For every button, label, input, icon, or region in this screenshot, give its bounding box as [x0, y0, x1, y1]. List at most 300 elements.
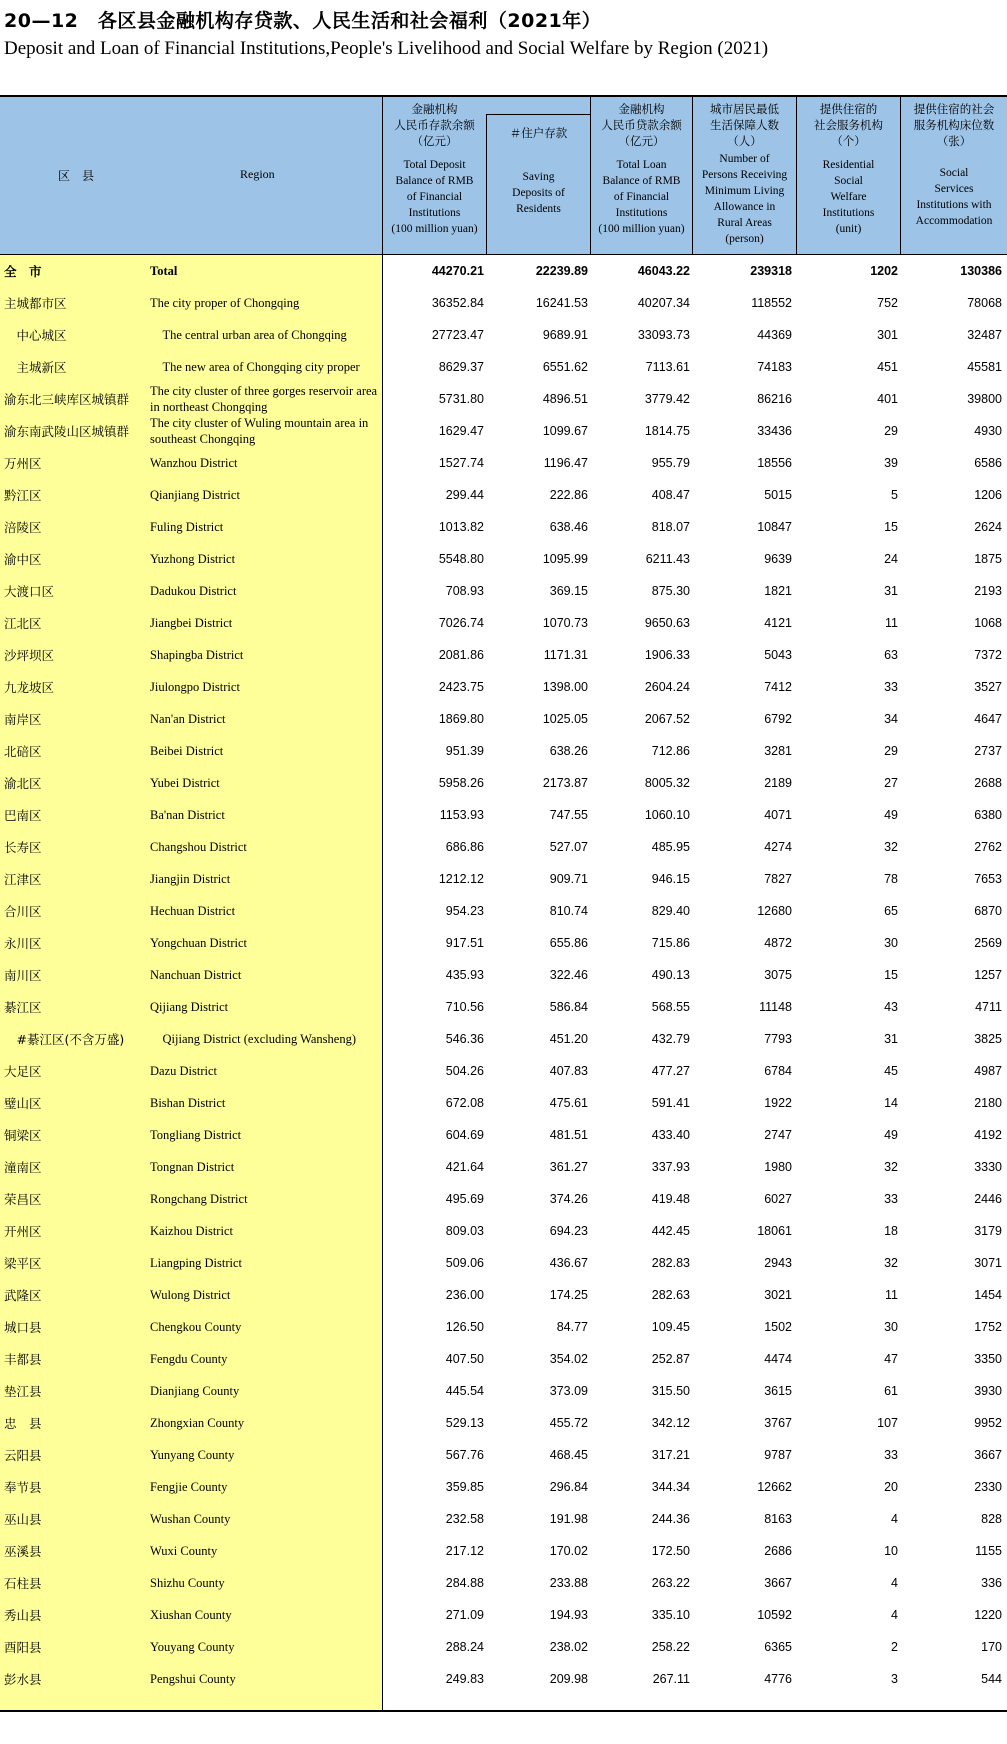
region-name-cn: 秀山县 [4, 1608, 42, 1623]
value-cell: 5548.80 [438, 552, 484, 566]
region-name-en: The city cluster of Wuling mountain area in southeast Chongqing [150, 416, 369, 446]
region-name-en: The central urban area of Chongqing [150, 328, 347, 342]
value-cell: 2446 [974, 1192, 1002, 1206]
value-cell: 604.69 [445, 1128, 484, 1142]
header-minimum-living [692, 97, 796, 255]
region-name-cn: 沙坪坝区 [4, 648, 55, 663]
region-name-en: Wulong District [150, 1288, 231, 1302]
value-cell: 1980 [764, 1160, 792, 1174]
value-cell: 361.27 [549, 1160, 588, 1174]
table-row [0, 767, 1007, 799]
value-cell: 419.48 [651, 1192, 690, 1206]
region-name-en: Tongliang District [150, 1128, 242, 1142]
region-name-en: Hechuan District [150, 904, 236, 918]
value-cell: 24 [884, 552, 898, 566]
value-cell: 2330 [974, 1480, 1002, 1494]
value-cell: 15 [884, 520, 898, 534]
value-cell: 6586 [974, 456, 1002, 470]
value-cell: 829.40 [651, 904, 690, 918]
value-cell: 222.86 [549, 488, 588, 502]
region-name-cn: 彭水县 [4, 1672, 42, 1687]
region-name-en: Shizhu County [150, 1576, 225, 1590]
region-name-cn: 渝东南武陵山区城镇群 [4, 424, 130, 439]
table-row [0, 895, 1007, 927]
value-cell: 30 [884, 1320, 898, 1334]
value-cell: 708.93 [445, 584, 484, 598]
value-cell: 2081.86 [438, 648, 484, 662]
table-row [0, 1023, 1007, 1055]
table-bottom-rule [0, 1710, 1007, 1712]
value-cell: 455.72 [549, 1416, 588, 1430]
region-name-en: Pengshui County [150, 1672, 236, 1686]
value-cell: 44270.21 [431, 264, 484, 278]
table-row [0, 1631, 1007, 1663]
region-name-en: Yuzhong District [150, 552, 236, 566]
value-cell: 258.22 [651, 1640, 690, 1654]
value-cell: 1257 [974, 968, 1002, 982]
region-name-cn: 合川区 [4, 904, 42, 919]
value-cell: 5015 [764, 488, 792, 502]
value-cell: 4776 [764, 1672, 792, 1686]
value-cell: 374.26 [549, 1192, 588, 1206]
value-cell: 917.51 [445, 936, 484, 950]
table-row [0, 575, 1007, 607]
value-cell: 15 [884, 968, 898, 982]
region-name-en: Jiangjin District [150, 872, 231, 886]
value-cell: 2688 [974, 776, 1002, 790]
value-cell: 655.86 [549, 936, 588, 950]
value-cell: 130386 [960, 264, 1002, 278]
value-cell: 1527.74 [438, 456, 484, 470]
header-welfare-institutions [796, 97, 900, 255]
value-cell: 1869.80 [438, 712, 484, 726]
value-cell: 2569 [974, 936, 1002, 950]
value-cell: 32 [884, 840, 898, 854]
region-name-en: Fengdu County [150, 1352, 228, 1366]
header-total-loan-cn: 金融机构 人民币贷款余额 （亿元） [601, 102, 682, 148]
value-cell: 9787 [764, 1448, 792, 1462]
value-cell: 9639 [764, 552, 792, 566]
value-cell: 27723.47 [431, 328, 484, 342]
region-name-cn: 酉阳县 [4, 1640, 42, 1655]
value-cell: 271.09 [445, 1608, 484, 1622]
region-name-cn: 巫溪县 [4, 1544, 42, 1559]
value-cell: 30 [884, 936, 898, 950]
region-name-cn: 潼南区 [4, 1160, 42, 1175]
value-cell: 354.02 [549, 1352, 588, 1366]
region-name-en: Yunyang County [150, 1448, 235, 1462]
value-cell: 10 [884, 1544, 898, 1558]
value-cell: 282.63 [651, 1288, 690, 1302]
value-cell: 33436 [757, 424, 792, 438]
header-saving-deposits-en: Saving Deposits of Residents [512, 171, 565, 215]
value-cell: 2624 [974, 520, 1002, 534]
value-cell: 209.98 [549, 1672, 588, 1686]
value-cell: 1922 [764, 1096, 792, 1110]
value-cell: 232.58 [445, 1512, 484, 1526]
value-cell: 6380 [974, 808, 1002, 822]
table-row [0, 671, 1007, 703]
value-cell: 1202 [870, 264, 898, 278]
value-cell: 344.34 [651, 1480, 690, 1494]
value-cell: 317.21 [651, 1448, 690, 1462]
region-name-en: Wuxi County [150, 1544, 218, 1558]
value-cell: 408.47 [651, 488, 690, 502]
value-cell: 747.55 [549, 808, 588, 822]
table-row [0, 511, 1007, 543]
value-cell: 3615 [764, 1384, 792, 1398]
region-name-en: Qijiang District (excluding Wansheng) [150, 1032, 357, 1046]
value-cell: 170.02 [549, 1544, 588, 1558]
region-name-en: Youyang County [150, 1640, 235, 1654]
region-name-cn: 大足区 [4, 1064, 42, 1079]
value-cell: 14 [884, 1096, 898, 1110]
value-cell: 239318 [750, 264, 792, 278]
region-name-en: The city proper of Chongqing [150, 296, 300, 310]
region-name-cn: 璧山区 [4, 1096, 42, 1111]
value-cell: 11 [885, 616, 898, 630]
region-name-en: Dazu District [150, 1064, 217, 1078]
table-row [0, 479, 1007, 511]
region-name-en: Bishan District [150, 1096, 226, 1110]
table-row [0, 1311, 1007, 1343]
value-cell: 4872 [764, 936, 792, 950]
region-name-en: Nanchuan District [150, 968, 242, 982]
value-cell: 3179 [974, 1224, 1002, 1238]
region-name-cn: 江北区 [4, 616, 42, 631]
value-cell: 65 [884, 904, 898, 918]
value-cell: 5043 [764, 648, 792, 662]
value-cell: 1752 [974, 1320, 1002, 1334]
region-name-cn: 南川区 [4, 968, 42, 983]
value-cell: 2762 [974, 840, 1002, 854]
table-header [0, 95, 1007, 255]
value-cell: 909.71 [549, 872, 588, 886]
value-cell: 1155 [975, 1544, 1002, 1558]
region-name-cn: 大渡口区 [4, 584, 55, 599]
region-name-en: Xiushan County [150, 1608, 232, 1622]
region-name-cn: 云阳县 [4, 1448, 42, 1463]
region-name-en: Total [150, 264, 178, 278]
table-row [0, 831, 1007, 863]
value-cell: 249.83 [445, 1672, 484, 1686]
value-cell: 4 [891, 1576, 898, 1590]
region-name-en: Dadukou District [150, 584, 237, 598]
value-cell: 43 [884, 1000, 898, 1014]
value-cell: 32 [884, 1256, 898, 1270]
value-cell: 5958.26 [438, 776, 484, 790]
header-total-deposit-cn: 金融机构 人民币存款余额 （亿元） [394, 102, 475, 148]
value-cell: 11148 [759, 1000, 792, 1014]
value-cell: 1153.93 [439, 808, 484, 822]
value-cell: 301 [877, 328, 898, 342]
region-name-en: Jiulongpo District [150, 680, 240, 694]
value-cell: 421.64 [445, 1160, 484, 1174]
value-cell: 33 [884, 1448, 898, 1462]
value-cell: 527.07 [549, 840, 588, 854]
value-cell: 369.15 [549, 584, 588, 598]
region-name-cn: 垫江县 [4, 1384, 42, 1399]
value-cell: 4474 [764, 1352, 792, 1366]
header-minimum-living-en: Number of Persons Receiving Minimum Living Allowance in Rural Areas (person) [701, 153, 788, 245]
value-cell: 33 [884, 680, 898, 694]
value-cell: 6551.62 [542, 360, 588, 374]
table-row [0, 1183, 1007, 1215]
region-name-en: Tongnan District [150, 1160, 235, 1174]
value-cell: 4647 [974, 712, 1002, 726]
value-cell: 1629.47 [438, 424, 484, 438]
value-cell: 1212.12 [438, 872, 484, 886]
header-beds [900, 97, 1007, 255]
value-cell: 12662 [757, 1480, 792, 1494]
value-cell: 445.54 [445, 1384, 484, 1398]
value-cell: 1821 [764, 584, 792, 598]
value-cell: 238.02 [549, 1640, 588, 1654]
table-row [0, 255, 1007, 287]
region-name-en: Yubei District [150, 776, 220, 790]
table-row [0, 383, 1007, 415]
value-cell: 18061 [757, 1224, 792, 1238]
value-cell: 3767 [764, 1416, 792, 1430]
region-name-en: The city cluster of three gorges reservoir area in northeast Chongqing [150, 384, 378, 414]
table-row [0, 799, 1007, 831]
value-cell: 591.41 [651, 1096, 690, 1110]
region-name-en: Ba'nan District [150, 808, 225, 822]
table-row [0, 607, 1007, 639]
region-name-en: Fengjie County [150, 1480, 228, 1494]
region-name-cn: 巫山县 [4, 1512, 42, 1527]
value-cell: 3825 [974, 1032, 1002, 1046]
value-cell: 45 [884, 1064, 898, 1078]
value-cell: 442.45 [651, 1224, 690, 1238]
region-name-cn: 石柱县 [4, 1576, 42, 1591]
table-row [0, 351, 1007, 383]
value-cell: 567.76 [445, 1448, 484, 1462]
value-cell: 252.87 [651, 1352, 690, 1366]
value-cell: 451.20 [549, 1032, 588, 1046]
value-cell: 31 [884, 584, 898, 598]
region-name-cn: 丰都县 [4, 1352, 42, 1367]
value-cell: 33 [884, 1192, 898, 1206]
table-row [0, 1055, 1007, 1087]
region-name-cn: 长寿区 [4, 840, 42, 855]
region-name-cn: 渝北区 [4, 776, 42, 791]
region-name-cn: 奉节县 [4, 1480, 42, 1495]
value-cell: 810.74 [549, 904, 588, 918]
value-cell: 946.15 [651, 872, 690, 886]
value-cell: 3071 [974, 1256, 1002, 1270]
value-cell: 712.86 [651, 744, 690, 758]
value-cell: 1906.33 [644, 648, 690, 662]
value-cell: 288.24 [445, 1640, 484, 1654]
value-cell: 118552 [751, 296, 792, 310]
value-cell: 2943 [764, 1256, 792, 1270]
value-cell: 267.11 [652, 1672, 690, 1686]
value-cell: 11 [885, 1288, 898, 1302]
value-cell: 191.98 [549, 1512, 588, 1526]
region-name-cn: #綦江区(不含万盛) [4, 1032, 125, 1047]
header-region-cn: 区 县 [58, 169, 95, 183]
value-cell: 74183 [757, 360, 792, 374]
table-row [0, 1471, 1007, 1503]
region-name-en: Kaizhou District [150, 1224, 233, 1238]
value-cell: 4071 [764, 808, 792, 822]
value-cell: 2189 [764, 776, 792, 790]
value-cell: 1875 [974, 552, 1002, 566]
value-cell: 359.85 [445, 1480, 484, 1494]
value-cell: 10847 [757, 520, 792, 534]
region-name-en: Jiangbei District [150, 616, 233, 630]
value-cell: 6211.43 [645, 552, 690, 566]
value-cell: 432.79 [651, 1032, 690, 1046]
region-name-cn: 渝中区 [4, 552, 42, 567]
value-cell: 1454 [974, 1288, 1002, 1302]
value-cell: 4274 [764, 840, 792, 854]
value-cell: 6870 [974, 904, 1002, 918]
value-cell: 217.12 [445, 1544, 484, 1558]
table-row [0, 1599, 1007, 1631]
value-cell: 951.39 [445, 744, 484, 758]
value-cell: 49 [884, 1128, 898, 1142]
header-region-en: Region [240, 167, 275, 181]
value-cell: 715.86 [651, 936, 690, 950]
value-cell: 504.26 [445, 1064, 484, 1078]
value-cell: 954.23 [445, 904, 484, 918]
value-cell: 10592 [757, 1608, 792, 1622]
value-cell: 32 [884, 1160, 898, 1174]
table-row [0, 1247, 1007, 1279]
region-name-en: Dianjiang County [150, 1384, 240, 1398]
region-name-en: Wanzhou District [150, 456, 238, 470]
region-name-en: Nan'an District [150, 712, 226, 726]
value-cell: 39 [884, 456, 898, 470]
value-cell: 78 [884, 872, 898, 886]
value-cell: 86216 [757, 392, 792, 406]
region-name-cn: 全 市 [4, 264, 42, 279]
value-cell: 3930 [974, 1384, 1002, 1398]
value-cell: 1206 [974, 488, 1002, 502]
value-cell: 3330 [974, 1160, 1002, 1174]
value-cell: 22239.89 [535, 264, 588, 278]
value-cell: 4896.51 [542, 392, 588, 406]
value-cell: 172.50 [651, 1544, 690, 1558]
table-row [0, 415, 1007, 447]
value-cell: 46043.22 [637, 264, 690, 278]
table-row [0, 1503, 1007, 1535]
value-cell: 373.09 [549, 1384, 588, 1398]
value-cell: 401 [877, 392, 898, 406]
value-cell: 44369 [757, 328, 792, 342]
header-saving-deposits-cn: ＃住户存款 [509, 126, 568, 140]
value-cell: 1060.10 [644, 808, 690, 822]
table-row [0, 1343, 1007, 1375]
value-cell: 407.83 [549, 1064, 588, 1078]
value-cell: 39800 [967, 392, 1002, 406]
value-cell: 1070.73 [542, 616, 588, 630]
value-cell: 477.27 [651, 1064, 690, 1078]
value-cell: 6784 [764, 1064, 792, 1078]
value-cell: 433.40 [651, 1128, 690, 1142]
region-name-cn: 铜梁区 [4, 1128, 42, 1143]
value-cell: 335.10 [651, 1608, 690, 1622]
region-name-en: Qianjiang District [150, 488, 240, 502]
value-cell: 4192 [974, 1128, 1002, 1142]
table-row [0, 1663, 1007, 1695]
value-cell: 49 [884, 808, 898, 822]
value-cell: 6792 [764, 712, 792, 726]
value-cell: 84.77 [556, 1320, 588, 1334]
value-cell: 638.46 [549, 520, 588, 534]
value-cell: 107 [877, 1416, 898, 1430]
value-cell: 1068 [974, 616, 1002, 630]
value-cell: 282.83 [651, 1256, 690, 1270]
region-name-cn: 主城新区 [4, 360, 67, 375]
table-row [0, 1087, 1007, 1119]
table-row [0, 1439, 1007, 1471]
region-name-en: Chengkou County [150, 1320, 242, 1334]
value-cell: 4711 [975, 1000, 1002, 1014]
region-name-en: Liangping District [150, 1256, 242, 1270]
value-cell: 322.46 [549, 968, 588, 982]
value-cell: 7113.61 [645, 360, 690, 374]
region-name-cn: 中心城区 [4, 328, 67, 343]
value-cell: 194.93 [549, 1608, 588, 1622]
value-cell: 174.25 [549, 1288, 588, 1302]
region-name-en: Fuling District [150, 520, 224, 534]
value-cell: 3527 [974, 680, 1002, 694]
region-name-cn: 綦江区 [4, 1000, 42, 1015]
table-row [0, 1407, 1007, 1439]
value-cell: 61 [884, 1384, 898, 1398]
value-cell: 2067.52 [644, 712, 690, 726]
header-beds-en: Social Services Institutions with Accommodation [915, 167, 993, 227]
table-row [0, 927, 1007, 959]
region-name-cn: 黔江区 [4, 488, 42, 503]
value-cell: 8005.32 [644, 776, 690, 790]
value-cell: 299.44 [445, 488, 484, 502]
region-name-cn: 武隆区 [4, 1288, 42, 1303]
header-beds-cn: 提供住宿的社会 服务机构床位数 （张） [913, 102, 995, 148]
value-cell: 3779.42 [644, 392, 690, 406]
region-name-cn: 忠 县 [4, 1416, 42, 1431]
value-cell: 3281 [764, 744, 792, 758]
value-cell: 875.30 [651, 584, 690, 598]
value-cell: 2737 [974, 744, 1002, 758]
value-cell: 36352.84 [431, 296, 484, 310]
value-cell: 47 [884, 1352, 898, 1366]
value-cell: 29 [884, 744, 898, 758]
value-cell: 7372 [974, 648, 1002, 662]
value-cell: 63 [884, 648, 898, 662]
table-row [0, 703, 1007, 735]
table-row [0, 1151, 1007, 1183]
value-cell: 4 [891, 1608, 898, 1622]
value-cell: 244.36 [651, 1512, 690, 1526]
value-cell: 29 [884, 424, 898, 438]
value-cell: 435.93 [445, 968, 484, 982]
value-cell: 638.26 [549, 744, 588, 758]
header-total-deposit-en: Total Deposit Balance of RMB of Financial Institutions (100 million yuan) [391, 159, 478, 235]
value-cell: 3667 [764, 1576, 792, 1590]
value-cell: 3 [891, 1672, 898, 1686]
region-name-cn: 渝东北三峡库区城镇群 [4, 392, 130, 407]
value-cell: 2747 [764, 1128, 792, 1142]
table-row [0, 959, 1007, 991]
value-cell: 4121 [764, 616, 792, 630]
value-cell: 568.55 [651, 1000, 690, 1014]
region-name-cn: 城口县 [4, 1320, 42, 1335]
table-row [0, 639, 1007, 671]
